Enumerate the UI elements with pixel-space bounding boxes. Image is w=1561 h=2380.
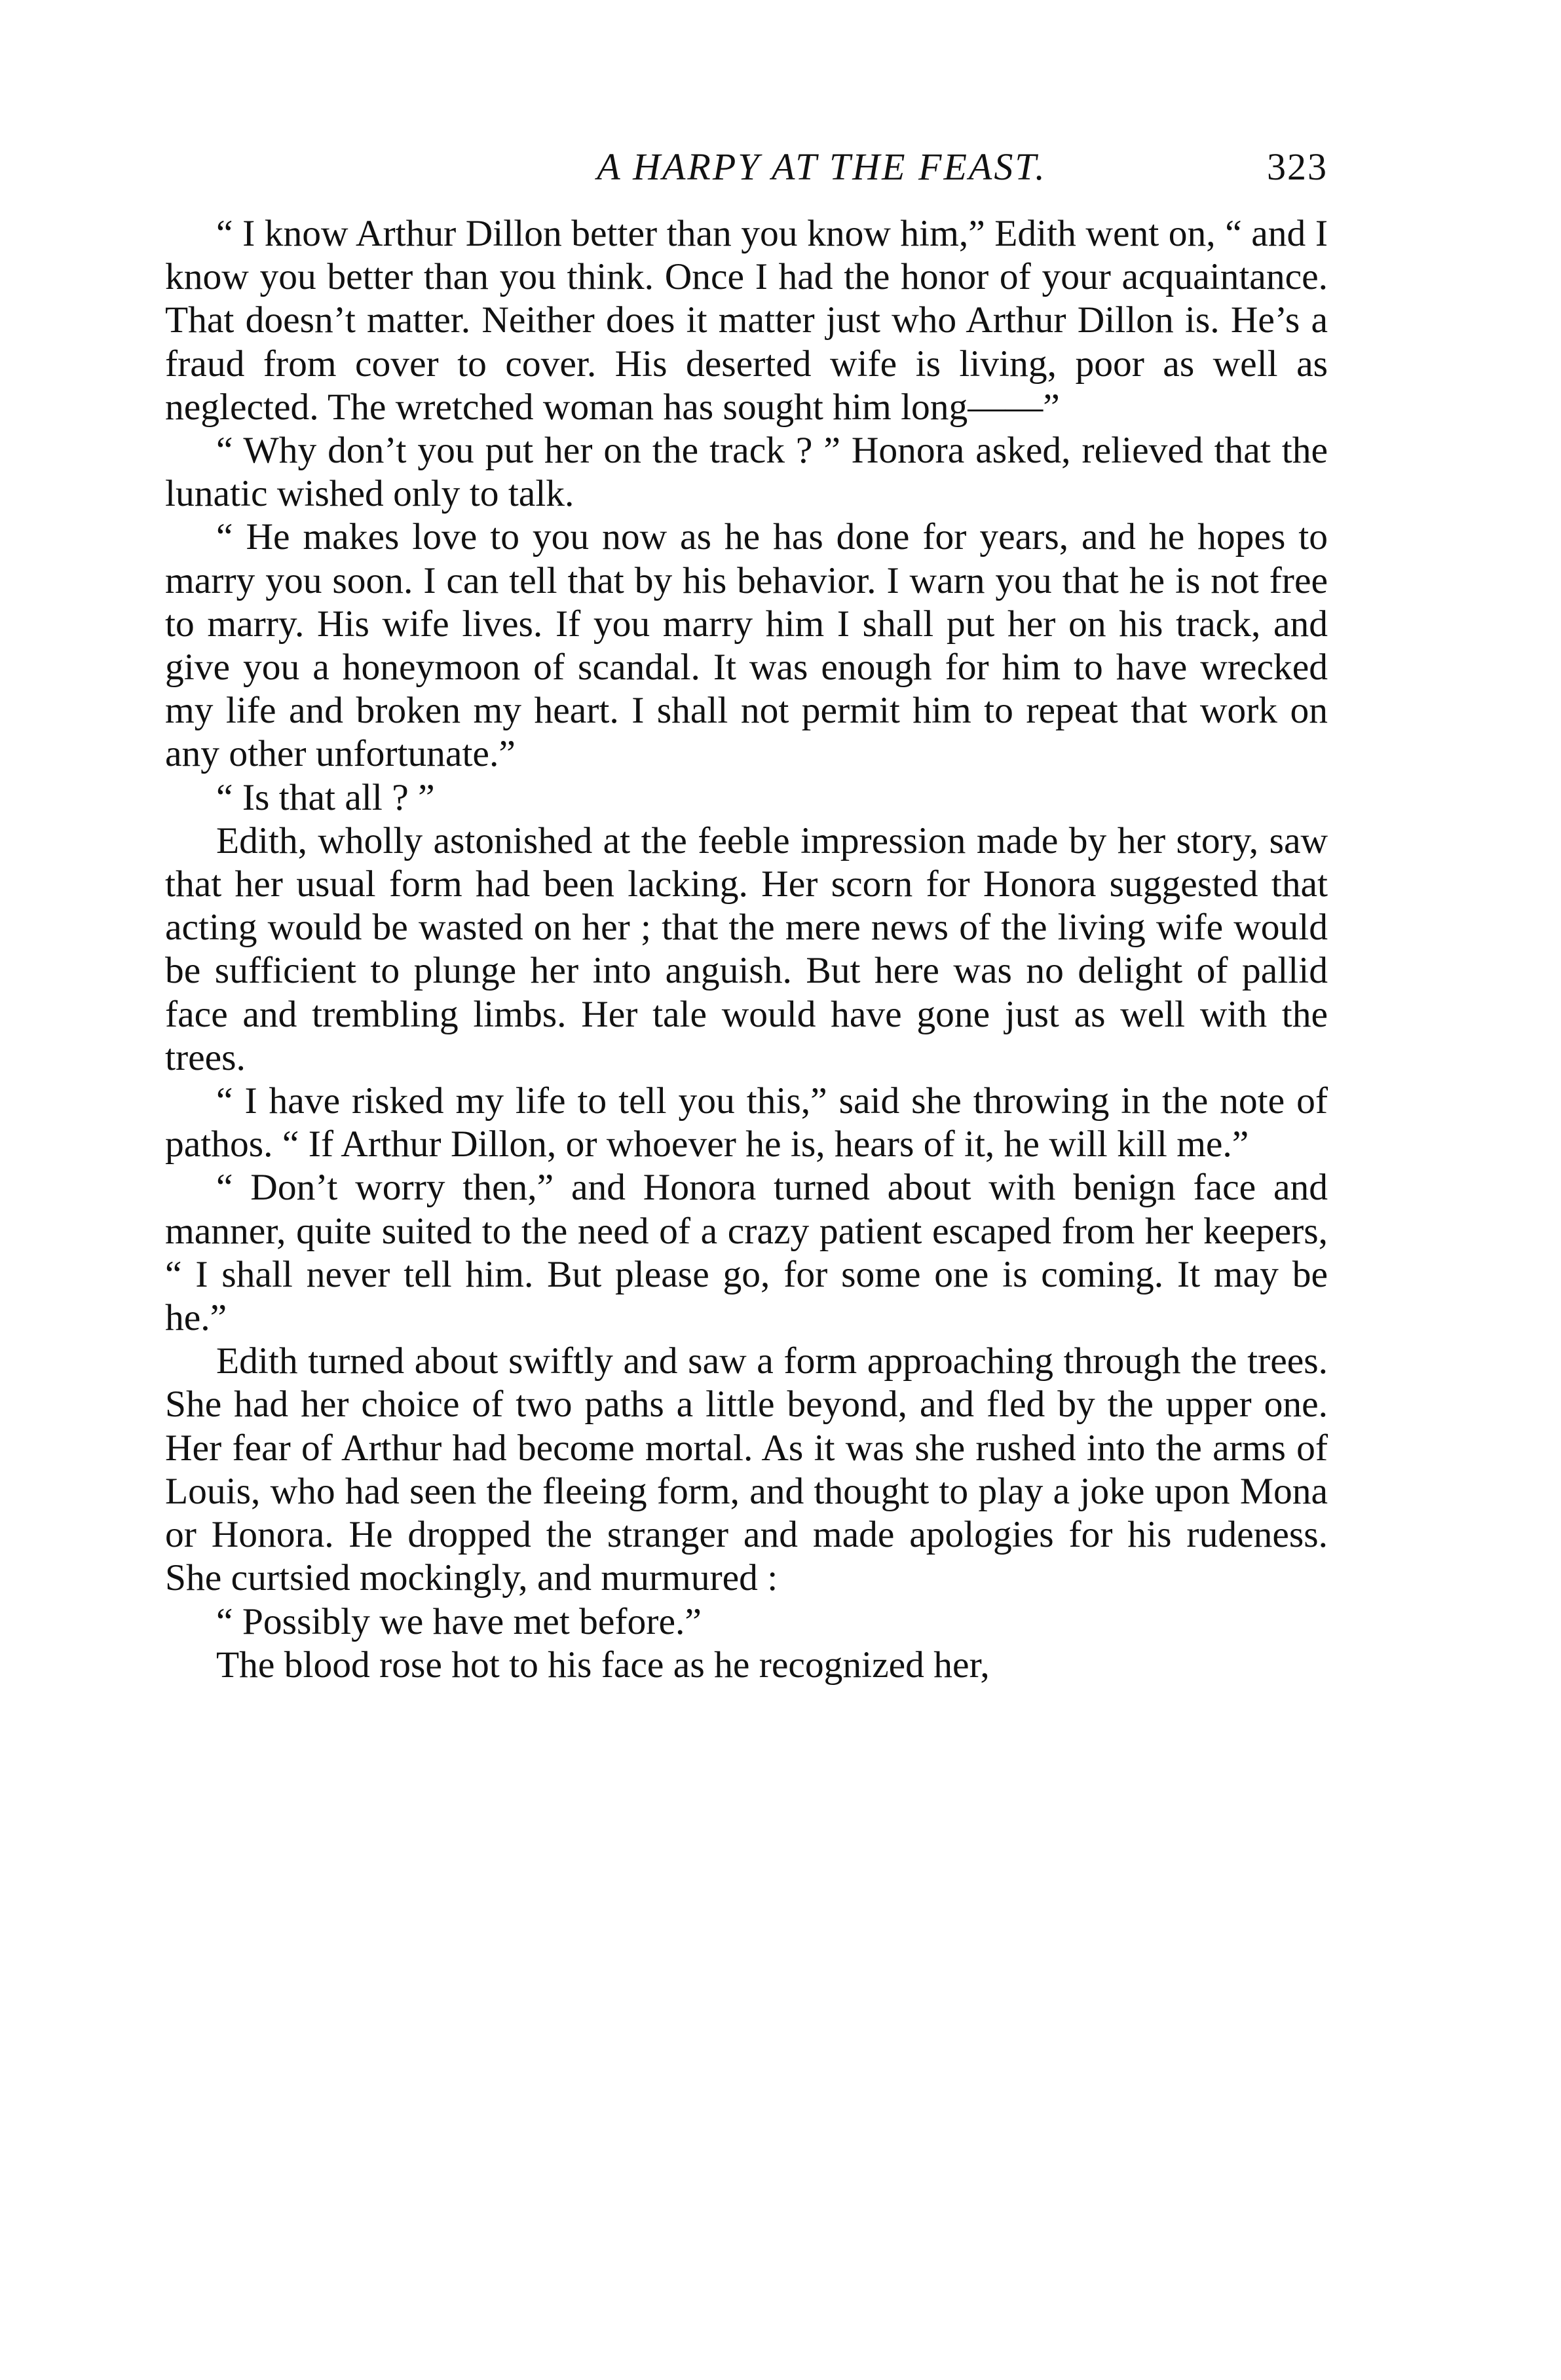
page-number: 323 [1267,145,1328,188]
paragraph: The blood rose hot to his face as he recognized her, [216,1644,990,1686]
paragraph: Edith, wholly astonished at the feeble impression made by her story, saw that her usual form had been lacking. Her scorn for Honora suggested that acting would be wasted on her ; that the mere news of the living wife would be sufficient to plunge her into anguish. But here was no delight of pallid face and trembling limbs. Her tale would have gone just as well with the trees. [165,820,1328,1078]
body-text [165,212,1328,1687]
paragraph: “ Don’t worry then,” and Honora turned about with benign face and manner, quite suited to the need of a crazy patient escaped from her keepers, “ I shall never tell him. But please go, for some one is coming. It may be he.” [165,1167,1328,1339]
running-title: A HARPY AT THE FEAST. [597,145,1047,188]
book-page [165,131,1328,2286]
running-head [165,131,1328,203]
paragraph: Edith turned about swiftly and saw a form approaching through the trees. She had her choice of two paths a little beyond, and fled by the upper one. Her fear of Arthur had become mortal. As it was she rushed into the arms of Louis, who had seen the fleeing form, and thought to play a joke upon Mona or Honora. He dropped the stranger and made apologies for his rudeness. She curtsied mockingly, and murmured : [165,1340,1328,1599]
paragraph: “ Is that all ? ” [216,776,435,818]
paragraph: “ He makes love to you now as he has done for years, and he hopes to marry you soon. I can tell that by his behavior. I warn you that he is not free to marry. His wife lives. If you marry him I shall put her on his track, and give you a honeymoon of scandal. It was enough for him to have wrecked my life and broken my heart. I shall not permit him to repeat that work on any other unfortunate.” [165,516,1328,775]
paragraph: “ I know Arthur Dillon better than you know him,” Edith went on, “ and I know you better than you think. Once I had the honor of your acquaintance. That doesn’t matter. Neither does it matter just who Arthur Dillon is. He’s a fraud from cover to cover. His deserted wife is living, poor as well as neglected. The wretched woman has sought him long——” [165,213,1328,428]
paragraph: “ I have risked my life to tell you this,” said she throwing in the note of pathos. “ If Arthur Dillon, or whoever he is, hears of it, he will kill me.” [165,1080,1328,1165]
paragraph: “ Why don’t you put her on the track ? ” Honora asked, relieved that the lunatic wished only to talk. [165,430,1328,515]
paragraph: “ Possibly we have met before.” [216,1600,702,1642]
